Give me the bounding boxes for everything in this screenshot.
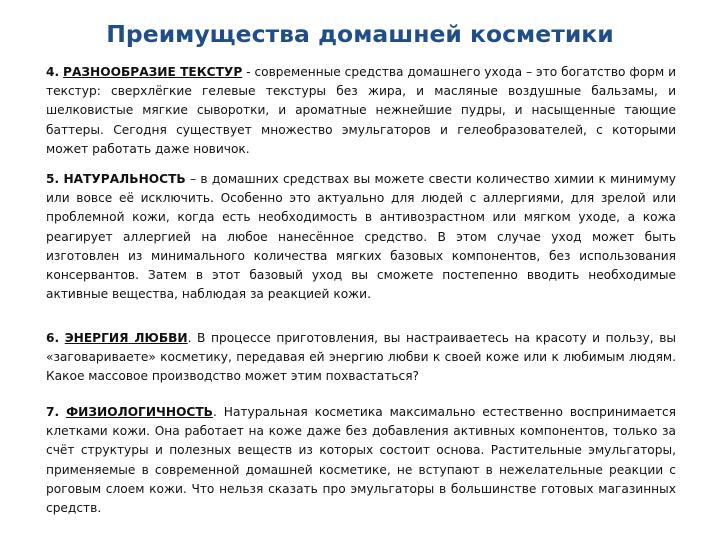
paragraph-keyword: РАЗНООБРАЗИЕ ТЕКСТУР [63,65,243,79]
paragraph-body: . Натуральная косметика максимально естественно воспринимается клетками кожи. Она работает на коже даже без добавления активных компонентов, только за счёт структуры и полезных веществ из которых состоит основа. Растительные эмульгаторы, применяемые в современной домашней косметике, не вступают в нежелательные реакции с роговым слоем кожи. Что нельзя сказать про эмульгаторы в большинстве готовых магазинных средств. [46,405,677,516]
paragraph-texture-variety [46,63,676,159]
paragraph-number: 5. [46,172,60,186]
paragraph-keyword: ФИЗИОЛОГИЧНОСТЬ [66,405,213,419]
paragraph-physiology [46,403,676,518]
paragraph-number: 4. [46,65,60,79]
paragraph-love-energy [46,329,676,387]
paragraph-naturalness [46,170,676,304]
paragraph-number: 7. [46,405,60,419]
paragraph-number: 6. [46,331,60,345]
paragraph-keyword: НАТУРАЛЬНОСТЬ [63,172,186,186]
paragraph-keyword: ЭНЕРГИЯ ЛЮБВИ [64,331,188,345]
paragraph-body: . В процессе приготовления, вы настраиваетесь на красоту и пользу, вы «заговариваете» косметику, передавая ей энергию любви к своей коже или к любимым людям. Какое массовое производство может этим похвастаться? [46,331,676,384]
slide-title: Преимущества домашней косметики [106,20,614,48]
paragraph-body: - современные средства домашнего ухода – это богатство форм и текстур: сверхлёгкие гелевые текстуры без жира, и масляные воздушные бальзамы, и шелковистые мягкие сыворотки, и ароматные нежнейшие пудры, и насыщенные тающие баттеры. Сегодня существует множество эмульгаторов и гелеобразователей, с которыми может работать даже новичок. [46,65,676,156]
paragraph-body: – в домашних средствах вы можете свести количество химии к минимуму или вовсе её исключить. Особенно это актуально для людей с аллергиями, для зрелой или проблемной кожи, когда есть необходимость в антивозрастном или мягком уходе, а кожа реагирует аллергией на любое нанесённое средство. В этом случае уход может быть изготовлен из минимального количества мягких базовых компонентов, без использования консервантов. Затем в этот базовый уход вы сможете постепенно вводить необходимые активные вещества, наблюдая за реакцией кожи. [46,172,676,302]
